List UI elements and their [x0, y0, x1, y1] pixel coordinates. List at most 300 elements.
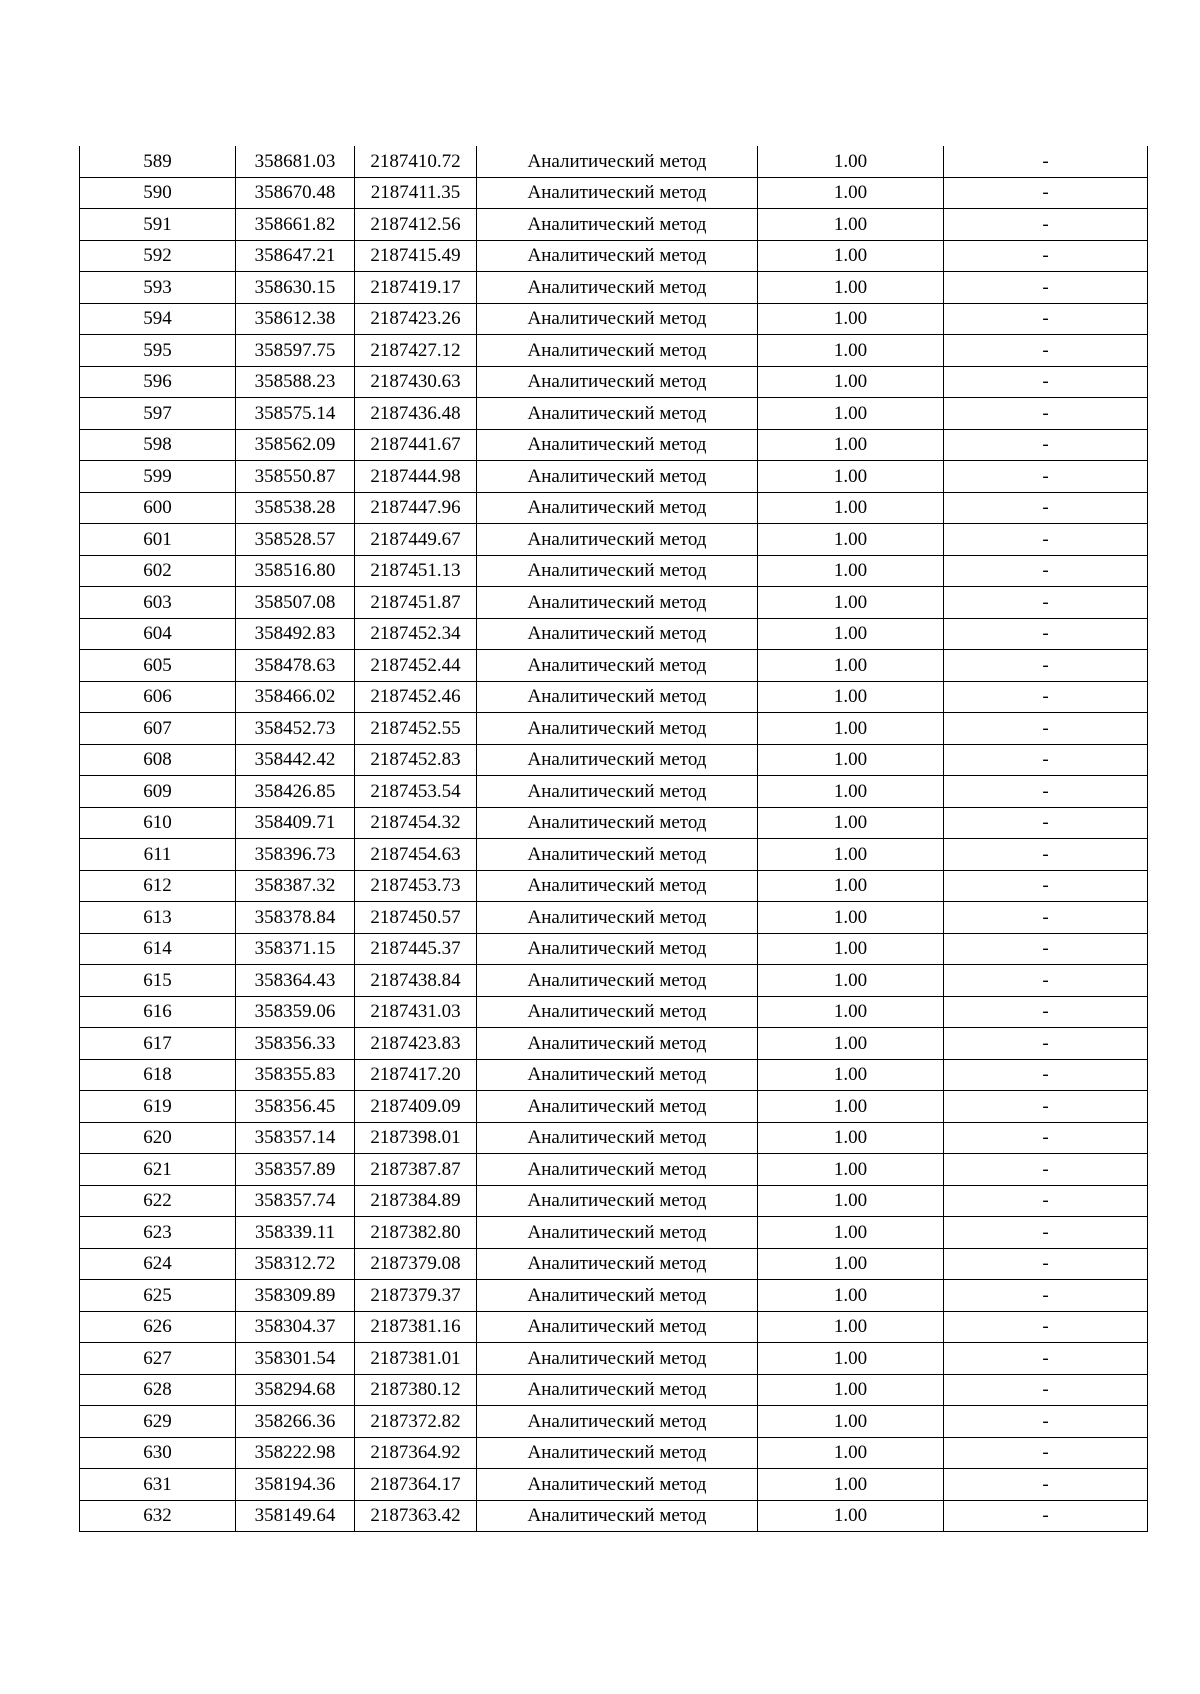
point-number-cell: 614 [80, 933, 236, 965]
method-cell: Аналитический метод [477, 933, 758, 965]
x-coordinate-cell: 358681.03 [236, 146, 355, 177]
table-row [80, 681, 1148, 713]
y-coordinate-cell: 2187398.01 [355, 1122, 477, 1154]
x-coordinate-cell: 358492.83 [236, 618, 355, 650]
point-number-cell: 616 [80, 996, 236, 1028]
table-row [80, 618, 1148, 650]
note-cell: - [944, 1091, 1148, 1123]
y-coordinate-cell: 2187419.17 [355, 272, 477, 304]
table-row [80, 713, 1148, 745]
point-number-cell: 595 [80, 335, 236, 367]
accuracy-cell: 1.00 [758, 807, 944, 839]
point-number-cell: 602 [80, 555, 236, 587]
point-number-cell: 594 [80, 303, 236, 335]
table-row [80, 1122, 1148, 1154]
y-coordinate-cell: 2187409.09 [355, 1091, 477, 1123]
accuracy-cell: 1.00 [758, 965, 944, 997]
method-cell: Аналитический метод [477, 1343, 758, 1375]
x-coordinate-cell: 358378.84 [236, 902, 355, 934]
x-coordinate-cell: 358409.71 [236, 807, 355, 839]
y-coordinate-cell: 2187451.87 [355, 587, 477, 619]
point-number-cell: 630 [80, 1437, 236, 1469]
accuracy-cell: 1.00 [758, 1343, 944, 1375]
y-coordinate-cell: 2187450.57 [355, 902, 477, 934]
table-row [80, 839, 1148, 871]
accuracy-cell: 1.00 [758, 524, 944, 556]
x-coordinate-cell: 358364.43 [236, 965, 355, 997]
y-coordinate-cell: 2187381.01 [355, 1343, 477, 1375]
note-cell: - [944, 303, 1148, 335]
accuracy-cell: 1.00 [758, 555, 944, 587]
point-number-cell: 624 [80, 1248, 236, 1280]
y-coordinate-cell: 2187438.84 [355, 965, 477, 997]
table-row [80, 1374, 1148, 1406]
note-cell: - [944, 807, 1148, 839]
note-cell: - [944, 933, 1148, 965]
note-cell: - [944, 177, 1148, 209]
table-row [80, 744, 1148, 776]
note-cell: - [944, 398, 1148, 430]
point-number-cell: 620 [80, 1122, 236, 1154]
table-row [80, 1311, 1148, 1343]
note-cell: - [944, 1374, 1148, 1406]
table-row [80, 240, 1148, 272]
accuracy-cell: 1.00 [758, 933, 944, 965]
method-cell: Аналитический метод [477, 303, 758, 335]
method-cell: Аналитический метод [477, 1374, 758, 1406]
accuracy-cell: 1.00 [758, 870, 944, 902]
method-cell: Аналитический метод [477, 555, 758, 587]
y-coordinate-cell: 2187452.55 [355, 713, 477, 745]
table-row [80, 429, 1148, 461]
method-cell: Аналитический метод [477, 839, 758, 871]
table-row [80, 1280, 1148, 1312]
point-number-cell: 615 [80, 965, 236, 997]
y-coordinate-cell: 2187411.35 [355, 177, 477, 209]
y-coordinate-cell: 2187454.63 [355, 839, 477, 871]
table-row [80, 209, 1148, 241]
table-row [80, 1091, 1148, 1123]
x-coordinate-cell: 358670.48 [236, 177, 355, 209]
table-row [80, 587, 1148, 619]
table-row [80, 996, 1148, 1028]
x-coordinate-cell: 358304.37 [236, 1311, 355, 1343]
accuracy-cell: 1.00 [758, 1217, 944, 1249]
table-row [80, 650, 1148, 682]
accuracy-cell: 1.00 [758, 303, 944, 335]
note-cell: - [944, 1469, 1148, 1501]
method-cell: Аналитический метод [477, 1154, 758, 1186]
point-number-cell: 612 [80, 870, 236, 902]
note-cell: - [944, 650, 1148, 682]
note-cell: - [944, 209, 1148, 241]
method-cell: Аналитический метод [477, 965, 758, 997]
x-coordinate-cell: 358647.21 [236, 240, 355, 272]
table-row [80, 177, 1148, 209]
table-row [80, 1500, 1148, 1532]
method-cell: Аналитический метод [477, 1028, 758, 1060]
y-coordinate-cell: 2187415.49 [355, 240, 477, 272]
table-row [80, 1406, 1148, 1438]
table-row [80, 902, 1148, 934]
point-number-cell: 601 [80, 524, 236, 556]
method-cell: Аналитический метод [477, 1311, 758, 1343]
note-cell: - [944, 1280, 1148, 1312]
point-number-cell: 598 [80, 429, 236, 461]
method-cell: Аналитический метод [477, 1059, 758, 1091]
y-coordinate-cell: 2187423.83 [355, 1028, 477, 1060]
note-cell: - [944, 555, 1148, 587]
method-cell: Аналитический метод [477, 1185, 758, 1217]
y-coordinate-cell: 2187452.46 [355, 681, 477, 713]
method-cell: Аналитический метод [477, 272, 758, 304]
point-number-cell: 599 [80, 461, 236, 493]
y-coordinate-cell: 2187451.13 [355, 555, 477, 587]
y-coordinate-cell: 2187417.20 [355, 1059, 477, 1091]
accuracy-cell: 1.00 [758, 839, 944, 871]
x-coordinate-cell: 358357.89 [236, 1154, 355, 1186]
accuracy-cell: 1.00 [758, 1185, 944, 1217]
y-coordinate-cell: 2187427.12 [355, 335, 477, 367]
y-coordinate-cell: 2187449.67 [355, 524, 477, 556]
method-cell: Аналитический метод [477, 366, 758, 398]
x-coordinate-cell: 358309.89 [236, 1280, 355, 1312]
method-cell: Аналитический метод [477, 618, 758, 650]
x-coordinate-cell: 358612.38 [236, 303, 355, 335]
method-cell: Аналитический метод [477, 146, 758, 177]
accuracy-cell: 1.00 [758, 240, 944, 272]
point-number-cell: 609 [80, 776, 236, 808]
note-cell: - [944, 272, 1148, 304]
x-coordinate-cell: 358516.80 [236, 555, 355, 587]
y-coordinate-cell: 2187423.26 [355, 303, 477, 335]
y-coordinate-cell: 2187444.98 [355, 461, 477, 493]
method-cell: Аналитический метод [477, 461, 758, 493]
accuracy-cell: 1.00 [758, 996, 944, 1028]
point-number-cell: 608 [80, 744, 236, 776]
accuracy-cell: 1.00 [758, 1028, 944, 1060]
accuracy-cell: 1.00 [758, 1437, 944, 1469]
method-cell: Аналитический метод [477, 429, 758, 461]
y-coordinate-cell: 2187379.08 [355, 1248, 477, 1280]
y-coordinate-cell: 2187453.73 [355, 870, 477, 902]
x-coordinate-cell: 358266.36 [236, 1406, 355, 1438]
method-cell: Аналитический метод [477, 776, 758, 808]
table-row [80, 272, 1148, 304]
table-row [80, 398, 1148, 430]
method-cell: Аналитический метод [477, 870, 758, 902]
method-cell: Аналитический метод [477, 1406, 758, 1438]
point-number-cell: 607 [80, 713, 236, 745]
x-coordinate-cell: 358355.83 [236, 1059, 355, 1091]
note-cell: - [944, 618, 1148, 650]
point-number-cell: 618 [80, 1059, 236, 1091]
point-number-cell: 611 [80, 839, 236, 871]
y-coordinate-cell: 2187412.56 [355, 209, 477, 241]
note-cell: - [944, 366, 1148, 398]
method-cell: Аналитический метод [477, 807, 758, 839]
x-coordinate-cell: 358478.63 [236, 650, 355, 682]
method-cell: Аналитический метод [477, 902, 758, 934]
x-coordinate-cell: 358356.33 [236, 1028, 355, 1060]
y-coordinate-cell: 2187381.16 [355, 1311, 477, 1343]
x-coordinate-cell: 358466.02 [236, 681, 355, 713]
accuracy-cell: 1.00 [758, 1406, 944, 1438]
x-coordinate-cell: 358294.68 [236, 1374, 355, 1406]
point-number-cell: 593 [80, 272, 236, 304]
x-coordinate-cell: 358396.73 [236, 839, 355, 871]
accuracy-cell: 1.00 [758, 429, 944, 461]
method-cell: Аналитический метод [477, 524, 758, 556]
point-number-cell: 623 [80, 1217, 236, 1249]
note-cell: - [944, 681, 1148, 713]
note-cell: - [944, 1059, 1148, 1091]
y-coordinate-cell: 2187445.37 [355, 933, 477, 965]
note-cell: - [944, 839, 1148, 871]
note-cell: - [944, 461, 1148, 493]
x-coordinate-cell: 358426.85 [236, 776, 355, 808]
x-coordinate-cell: 358357.14 [236, 1122, 355, 1154]
accuracy-cell: 1.00 [758, 335, 944, 367]
table-row [80, 1028, 1148, 1060]
method-cell: Аналитический метод [477, 650, 758, 682]
x-coordinate-cell: 358452.73 [236, 713, 355, 745]
y-coordinate-cell: 2187452.83 [355, 744, 477, 776]
point-number-cell: 591 [80, 209, 236, 241]
accuracy-cell: 1.00 [758, 461, 944, 493]
accuracy-cell: 1.00 [758, 713, 944, 745]
table-row [80, 933, 1148, 965]
x-coordinate-cell: 358149.64 [236, 1500, 355, 1532]
table-row [80, 461, 1148, 493]
point-number-cell: 631 [80, 1469, 236, 1501]
note-cell: - [944, 240, 1148, 272]
table-row [80, 335, 1148, 367]
note-cell: - [944, 870, 1148, 902]
x-coordinate-cell: 358528.57 [236, 524, 355, 556]
note-cell: - [944, 1248, 1148, 1280]
method-cell: Аналитический метод [477, 209, 758, 241]
y-coordinate-cell: 2187410.72 [355, 146, 477, 177]
point-number-cell: 626 [80, 1311, 236, 1343]
accuracy-cell: 1.00 [758, 1154, 944, 1186]
method-cell: Аналитический метод [477, 398, 758, 430]
note-cell: - [944, 744, 1148, 776]
note-cell: - [944, 1185, 1148, 1217]
accuracy-cell: 1.00 [758, 1500, 944, 1532]
method-cell: Аналитический метод [477, 1280, 758, 1312]
x-coordinate-cell: 358597.75 [236, 335, 355, 367]
y-coordinate-cell: 2187380.12 [355, 1374, 477, 1406]
table-row [80, 1217, 1148, 1249]
coordinates-table [79, 146, 1148, 1532]
accuracy-cell: 1.00 [758, 744, 944, 776]
accuracy-cell: 1.00 [758, 1469, 944, 1501]
table-row [80, 366, 1148, 398]
y-coordinate-cell: 2187436.48 [355, 398, 477, 430]
point-number-cell: 606 [80, 681, 236, 713]
accuracy-cell: 1.00 [758, 1248, 944, 1280]
table-row [80, 1185, 1148, 1217]
table-row [80, 303, 1148, 335]
note-cell: - [944, 1154, 1148, 1186]
method-cell: Аналитический метод [477, 1248, 758, 1280]
x-coordinate-cell: 358371.15 [236, 933, 355, 965]
y-coordinate-cell: 2187382.80 [355, 1217, 477, 1249]
table-row [80, 492, 1148, 524]
point-number-cell: 625 [80, 1280, 236, 1312]
point-number-cell: 629 [80, 1406, 236, 1438]
x-coordinate-cell: 358387.32 [236, 870, 355, 902]
note-cell: - [944, 1311, 1148, 1343]
note-cell: - [944, 492, 1148, 524]
y-coordinate-cell: 2187372.82 [355, 1406, 477, 1438]
accuracy-cell: 1.00 [758, 209, 944, 241]
note-cell: - [944, 1437, 1148, 1469]
accuracy-cell: 1.00 [758, 146, 944, 177]
method-cell: Аналитический метод [477, 1437, 758, 1469]
x-coordinate-cell: 358357.74 [236, 1185, 355, 1217]
y-coordinate-cell: 2187364.17 [355, 1469, 477, 1501]
y-coordinate-cell: 2187453.54 [355, 776, 477, 808]
point-number-cell: 596 [80, 366, 236, 398]
point-number-cell: 610 [80, 807, 236, 839]
y-coordinate-cell: 2187384.89 [355, 1185, 477, 1217]
note-cell: - [944, 524, 1148, 556]
point-number-cell: 603 [80, 587, 236, 619]
point-number-cell: 590 [80, 177, 236, 209]
y-coordinate-cell: 2187454.32 [355, 807, 477, 839]
note-cell: - [944, 587, 1148, 619]
point-number-cell: 622 [80, 1185, 236, 1217]
note-cell: - [944, 996, 1148, 1028]
point-number-cell: 627 [80, 1343, 236, 1375]
method-cell: Аналитический метод [477, 1217, 758, 1249]
y-coordinate-cell: 2187363.42 [355, 1500, 477, 1532]
point-number-cell: 619 [80, 1091, 236, 1123]
table-row [80, 807, 1148, 839]
x-coordinate-cell: 358301.54 [236, 1343, 355, 1375]
accuracy-cell: 1.00 [758, 177, 944, 209]
table-row [80, 1248, 1148, 1280]
table-row [80, 870, 1148, 902]
note-cell: - [944, 713, 1148, 745]
method-cell: Аналитический метод [477, 1500, 758, 1532]
table-row [80, 1469, 1148, 1501]
method-cell: Аналитический метод [477, 1091, 758, 1123]
point-number-cell: 621 [80, 1154, 236, 1186]
x-coordinate-cell: 358588.23 [236, 366, 355, 398]
note-cell: - [944, 1122, 1148, 1154]
point-number-cell: 628 [80, 1374, 236, 1406]
accuracy-cell: 1.00 [758, 1059, 944, 1091]
method-cell: Аналитический метод [477, 681, 758, 713]
table-row [80, 1154, 1148, 1186]
accuracy-cell: 1.00 [758, 650, 944, 682]
y-coordinate-cell: 2187364.92 [355, 1437, 477, 1469]
accuracy-cell: 1.00 [758, 587, 944, 619]
x-coordinate-cell: 358562.09 [236, 429, 355, 461]
table-row [80, 965, 1148, 997]
note-cell: - [944, 1028, 1148, 1060]
accuracy-cell: 1.00 [758, 1374, 944, 1406]
method-cell: Аналитический метод [477, 587, 758, 619]
table-row [80, 555, 1148, 587]
accuracy-cell: 1.00 [758, 366, 944, 398]
accuracy-cell: 1.00 [758, 1091, 944, 1123]
point-number-cell: 592 [80, 240, 236, 272]
x-coordinate-cell: 358442.42 [236, 744, 355, 776]
y-coordinate-cell: 2187452.34 [355, 618, 477, 650]
note-cell: - [944, 1500, 1148, 1532]
y-coordinate-cell: 2187447.96 [355, 492, 477, 524]
y-coordinate-cell: 2187387.87 [355, 1154, 477, 1186]
method-cell: Аналитический метод [477, 744, 758, 776]
note-cell: - [944, 146, 1148, 177]
accuracy-cell: 1.00 [758, 398, 944, 430]
table-row [80, 1343, 1148, 1375]
accuracy-cell: 1.00 [758, 618, 944, 650]
x-coordinate-cell: 358222.98 [236, 1437, 355, 1469]
note-cell: - [944, 902, 1148, 934]
accuracy-cell: 1.00 [758, 1280, 944, 1312]
y-coordinate-cell: 2187379.37 [355, 1280, 477, 1312]
method-cell: Аналитический метод [477, 492, 758, 524]
x-coordinate-cell: 358507.08 [236, 587, 355, 619]
x-coordinate-cell: 358359.06 [236, 996, 355, 1028]
point-number-cell: 600 [80, 492, 236, 524]
method-cell: Аналитический метод [477, 1122, 758, 1154]
method-cell: Аналитический метод [477, 240, 758, 272]
x-coordinate-cell: 358575.14 [236, 398, 355, 430]
point-number-cell: 589 [80, 146, 236, 177]
point-number-cell: 613 [80, 902, 236, 934]
note-cell: - [944, 1406, 1148, 1438]
accuracy-cell: 1.00 [758, 492, 944, 524]
method-cell: Аналитический метод [477, 177, 758, 209]
x-coordinate-cell: 358356.45 [236, 1091, 355, 1123]
y-coordinate-cell: 2187441.67 [355, 429, 477, 461]
table-row [80, 776, 1148, 808]
x-coordinate-cell: 358538.28 [236, 492, 355, 524]
table-row [80, 1059, 1148, 1091]
x-coordinate-cell: 358194.36 [236, 1469, 355, 1501]
method-cell: Аналитический метод [477, 1469, 758, 1501]
x-coordinate-cell: 358630.15 [236, 272, 355, 304]
table-row [80, 1437, 1148, 1469]
table-row [80, 524, 1148, 556]
y-coordinate-cell: 2187430.63 [355, 366, 477, 398]
accuracy-cell: 1.00 [758, 1311, 944, 1343]
point-number-cell: 632 [80, 1500, 236, 1532]
x-coordinate-cell: 358661.82 [236, 209, 355, 241]
method-cell: Аналитический метод [477, 713, 758, 745]
coordinates-table-body [80, 146, 1148, 1532]
point-number-cell: 604 [80, 618, 236, 650]
point-number-cell: 617 [80, 1028, 236, 1060]
accuracy-cell: 1.00 [758, 902, 944, 934]
x-coordinate-cell: 358339.11 [236, 1217, 355, 1249]
note-cell: - [944, 1343, 1148, 1375]
accuracy-cell: 1.00 [758, 272, 944, 304]
accuracy-cell: 1.00 [758, 1122, 944, 1154]
note-cell: - [944, 1217, 1148, 1249]
point-number-cell: 605 [80, 650, 236, 682]
note-cell: - [944, 965, 1148, 997]
point-number-cell: 597 [80, 398, 236, 430]
method-cell: Аналитический метод [477, 996, 758, 1028]
note-cell: - [944, 429, 1148, 461]
